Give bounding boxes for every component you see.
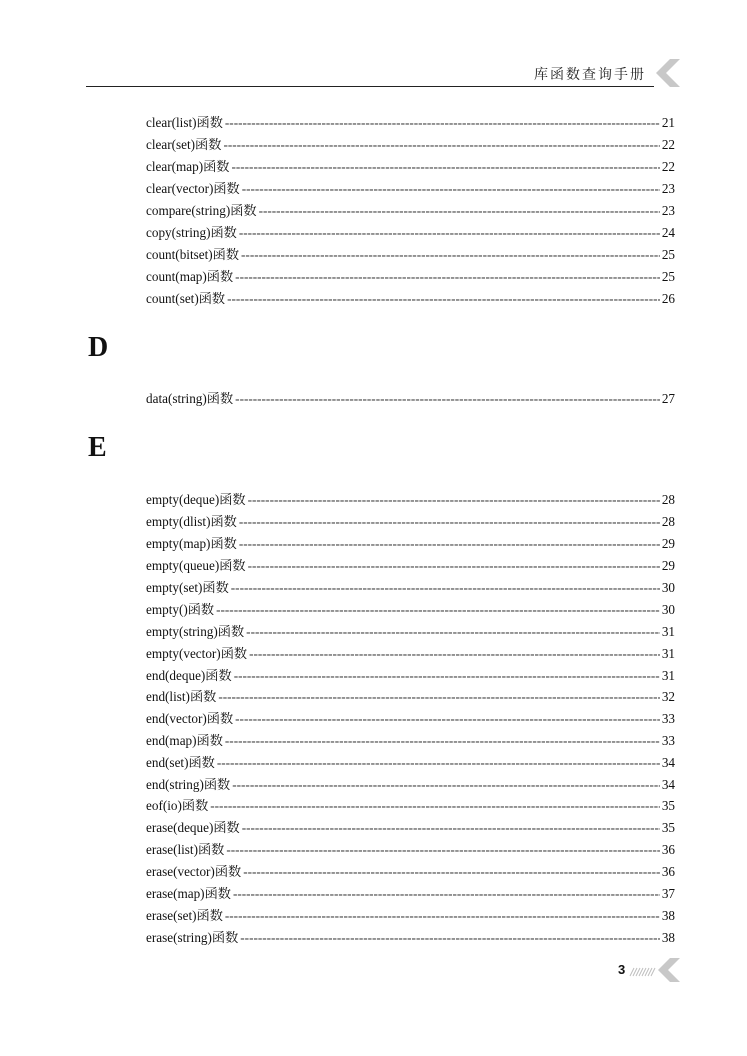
toc-entry[interactable] xyxy=(146,665,675,687)
toc-entry-page: 25 xyxy=(661,269,675,284)
toc-entry-title: count(set)函数 xyxy=(146,291,226,306)
toc-entry-page: 28 xyxy=(661,514,675,529)
toc-entry-page: 22 xyxy=(661,159,675,174)
running-header xyxy=(86,62,654,87)
toc-entry[interactable] xyxy=(146,511,675,533)
toc-entry-page: 29 xyxy=(661,558,675,573)
toc-entry-title: clear(set)函数 xyxy=(146,137,222,152)
toc-entry-page: 31 xyxy=(661,646,675,661)
toc-entry[interactable] xyxy=(146,927,675,949)
toc-entry[interactable] xyxy=(146,774,675,796)
dot-leader xyxy=(225,112,660,134)
dot-leader xyxy=(231,156,659,178)
toc-entry-page: 23 xyxy=(661,203,675,218)
dot-leader xyxy=(223,134,659,156)
toc-entry[interactable] xyxy=(146,795,675,817)
toc-entry-title: copy(string)函数 xyxy=(146,225,237,240)
dot-leader xyxy=(233,883,660,905)
dot-leader xyxy=(239,533,660,555)
toc-entry[interactable] xyxy=(146,112,675,134)
toc-entry-page: 35 xyxy=(661,798,675,813)
toc-entry-title: empty(deque)函数 xyxy=(146,492,246,507)
toc-entry-page: 25 xyxy=(661,247,675,262)
toc-entry[interactable] xyxy=(146,222,675,244)
toc-entry-title: end(deque)函数 xyxy=(146,668,232,683)
toc-entry-title: end(list)函数 xyxy=(146,689,217,704)
toc-entry-title: erase(list)函数 xyxy=(146,842,225,857)
toc-entry-page: 34 xyxy=(661,777,675,792)
toc-entry[interactable] xyxy=(146,839,675,861)
toc-entry[interactable] xyxy=(146,288,675,310)
toc-entry-page: 24 xyxy=(661,225,675,240)
toc-entry[interactable] xyxy=(146,134,675,156)
toc-entry[interactable] xyxy=(146,156,675,178)
toc-entry[interactable] xyxy=(146,577,675,599)
dot-leader xyxy=(210,795,660,817)
toc-entry-title: empty(queue)函数 xyxy=(146,558,246,573)
toc-entry[interactable] xyxy=(146,708,675,730)
toc-entry-title: eof(io)函数 xyxy=(146,798,209,813)
toc-entry-title: empty(string)函数 xyxy=(146,624,245,639)
dot-leader xyxy=(216,599,660,621)
toc-entry[interactable] xyxy=(146,905,675,927)
dot-leader xyxy=(241,244,660,266)
dot-leader xyxy=(234,665,660,687)
dot-leader xyxy=(227,288,660,310)
dot-leader xyxy=(242,817,660,839)
dot-leader xyxy=(232,774,660,796)
toc-entry-page: 32 xyxy=(661,689,675,704)
toc-entry-title: count(map)函数 xyxy=(146,269,234,284)
toc-entry-title: erase(deque)函数 xyxy=(146,820,240,835)
toc-entry-title: empty(map)函数 xyxy=(146,536,237,551)
toc-entry[interactable] xyxy=(146,489,675,511)
toc-entry-page: 28 xyxy=(661,492,675,507)
dot-leader xyxy=(235,266,660,288)
toc-entry-title: erase(string)函数 xyxy=(146,930,239,945)
toc-entry[interactable] xyxy=(146,599,675,621)
toc-entry-page: 34 xyxy=(661,755,675,770)
dot-leader xyxy=(231,577,660,599)
dot-leader xyxy=(218,686,659,708)
page-number: 3 xyxy=(618,962,626,977)
toc-entry-title: erase(map)函数 xyxy=(146,886,231,901)
corner-arrow-icon xyxy=(652,56,682,90)
toc-entry-page: 37 xyxy=(661,886,675,901)
toc-entry-page: 36 xyxy=(661,864,675,879)
toc-entry-page: 31 xyxy=(661,668,675,683)
dot-leader xyxy=(226,839,659,861)
toc-entry-page: 30 xyxy=(661,580,675,595)
toc-entry-page: 26 xyxy=(661,291,675,306)
toc-entry-page: 27 xyxy=(661,391,675,406)
toc-entry-page: 33 xyxy=(661,711,675,726)
dot-leader xyxy=(235,708,660,730)
dot-leader xyxy=(242,178,660,200)
toc-entry-page: 36 xyxy=(661,842,675,857)
toc-entry-page: 33 xyxy=(661,733,675,748)
toc-entry-page: 38 xyxy=(661,930,675,945)
toc-entry[interactable] xyxy=(146,388,675,410)
dot-leader xyxy=(225,905,660,927)
toc-entry-page: 35 xyxy=(661,820,675,835)
dot-leader xyxy=(217,752,660,774)
toc-entry-page: 22 xyxy=(661,137,675,152)
toc-entry[interactable] xyxy=(146,200,675,222)
toc-entry-page: 23 xyxy=(661,181,675,196)
dot-leader xyxy=(240,927,660,949)
dot-leader xyxy=(239,511,660,533)
toc-entry-title: data(string)函数 xyxy=(146,391,234,406)
toc-entry-page: 29 xyxy=(661,536,675,551)
toc-entry[interactable] xyxy=(146,686,675,708)
toc-entry-title: end(vector)函数 xyxy=(146,711,234,726)
toc-entry-title: clear(map)函数 xyxy=(146,159,230,174)
toc-entry-title: clear(list)函数 xyxy=(146,115,223,130)
toc-entry[interactable] xyxy=(146,244,675,266)
toc-entry-title: empty(vector)函数 xyxy=(146,646,248,661)
toc-entry[interactable] xyxy=(146,861,675,883)
toc-entry-title: empty()函数 xyxy=(146,602,215,617)
toc-entry[interactable] xyxy=(146,555,675,577)
toc-entry-title: count(bitset)函数 xyxy=(146,247,240,262)
dot-leader xyxy=(248,489,660,511)
toc-entry[interactable] xyxy=(146,883,675,905)
toc-entry-title: erase(set)函数 xyxy=(146,908,223,923)
dot-leader xyxy=(249,643,660,665)
toc-entry[interactable] xyxy=(146,817,675,839)
toc-entry-title: erase(vector)函数 xyxy=(146,864,242,879)
dot-leader xyxy=(248,555,660,577)
dot-leader xyxy=(246,621,660,643)
section-heading-e: E xyxy=(88,432,107,463)
section-heading-d: D xyxy=(88,332,109,363)
toc-entry[interactable] xyxy=(146,266,675,288)
toc-entry[interactable] xyxy=(146,621,675,643)
toc-entry-page: 30 xyxy=(661,602,675,617)
toc-entry-title: empty(set)函数 xyxy=(146,580,229,595)
dot-leader xyxy=(239,222,660,244)
toc-entry-page: 31 xyxy=(661,624,675,639)
dot-leader xyxy=(259,200,660,222)
toc-entry-title: clear(vector)函数 xyxy=(146,181,240,196)
toc-entry-page: 21 xyxy=(661,115,675,130)
toc-entry-title: end(string)函数 xyxy=(146,777,231,792)
header-title: 库函数查询手册 xyxy=(534,67,646,83)
toc-entry[interactable] xyxy=(146,730,675,752)
dot-leader xyxy=(235,388,660,410)
toc-entry[interactable] xyxy=(146,643,675,665)
toc-entry-page: 38 xyxy=(661,908,675,923)
toc-entry-title: end(set)函数 xyxy=(146,755,215,770)
toc-entry-title: empty(dlist)函数 xyxy=(146,514,237,529)
toc-entry[interactable] xyxy=(146,178,675,200)
toc-entry-title: end(map)函数 xyxy=(146,733,223,748)
dot-leader xyxy=(225,730,660,752)
footer-arrow-icon xyxy=(628,954,682,986)
toc-entry-title: compare(string)函数 xyxy=(146,203,257,218)
dot-leader xyxy=(243,861,660,883)
toc-entry[interactable] xyxy=(146,533,675,555)
toc-entry[interactable] xyxy=(146,752,675,774)
